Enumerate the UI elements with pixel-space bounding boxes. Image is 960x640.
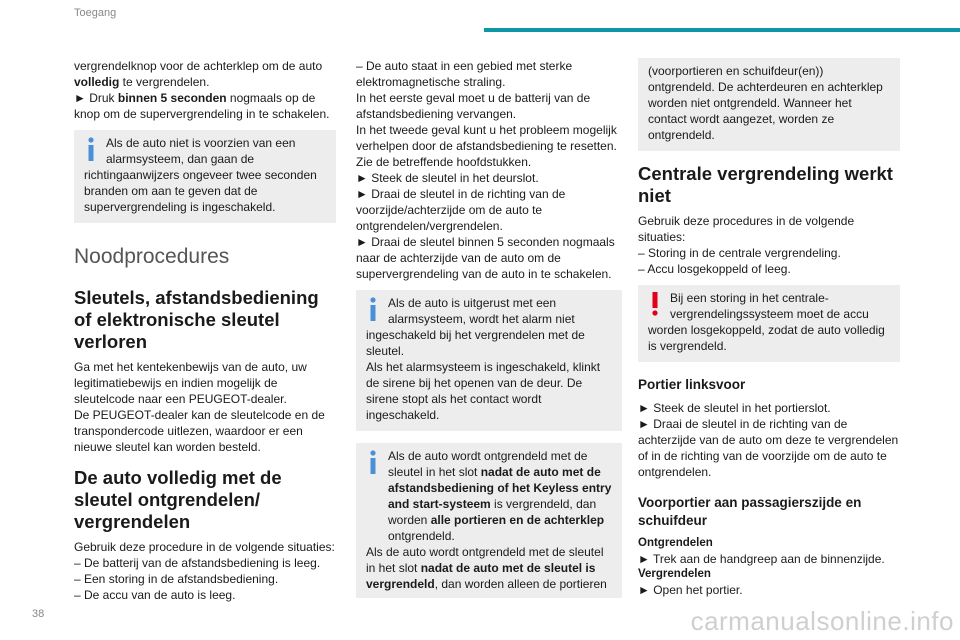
paragraph: ► Druk binnen 5 seconden nogmaals op de knop om de supervergrendeling in te schakelen. <box>74 91 330 121</box>
info-icon <box>84 136 98 162</box>
section-title: Noodprocedures <box>74 245 230 268</box>
watermark: carmanualsonline.info <box>690 606 954 636</box>
info-note: Als de auto wordt ontgrendeld met de sleutel in het slot nadat de auto met de afstandsbediening of het Keyless entry and start-systeem is vergrendeld, dan worden alle portieren en de achterklep ontgrendeld. Als de auto wordt ontgrendeld met de sleutel in het slot nadat de auto met de sleutel is vergrendeld, dan worden alleen de portieren <box>356 443 622 598</box>
warning-icon <box>648 291 662 317</box>
column-middle: – De auto staat in een gebied met sterke elektromagnetische straling. In het eerste geval moet u de batterij van de afstandsbediening vervangen. In het tweede geval kunt u het probleem mogelijk verhelpen door de afstandsbediening te resetten. Zie de betreffende hoofdstukken. ► Steek de sleutel in het deurslot. ► Draai de sleutel in de richting van de voorzijde/achterzijde om de auto te ontgrendelen/vergrendelen. ► Draai de sleutel binnen 5 seconden nogmaals naar de achterzijde van de auto om de supervergrendeling van de auto in te schakelen. Als de auto is uitgerust met een alarmsysteem, wordt het alarm niet ingeschakeld bij het vergrendelen met de sleutel. Als het alarmsysteem is ingeschakeld, klinkt de sirene bij het openen van de deur. De sirene stopt als het contact wordt ingeschakeld. Als de auto wordt ontgrendeld met de sleutel in het slot nadat de auto met de afstandsbediening of het Keyless entry and start-systeem is vergrendeld, dan worden alle portieren en de achterklep ontgrendeld. Als de auto wordt ontgrendeld met de sleutel in het slot nadat de auto met de sleutel is vergrendeld, dan worden alleen de portieren <box>356 58 622 610</box>
column-left: vergrendelknop voor de achterklep om de auto volledig te vergrendelen. ► Druk binnen 5 seconden nogmaals op de knop om de supervergrendeling in te schakelen. Als de auto niet is voorzien van een alarmsysteem, dan gaan de richtingaanwijzers ongeveer twee seconden branden om aan te geven dat de supervergrendeling is ingeschakeld. Noodprocedures Sleutels, afstandsbediening of elektronische sleutel verloren Ga met het kentekenbewijs van de auto, uw legitimatiebewijs en indien mogelijk de sleutelcode naar een PEUGEOT-dealer. De PEUGEOT-dealer kan de sleutelcode en de transpondercode uitlezen, waardoor er een nieuwe sleutel kan worden besteld. De auto volledig met de sleutel ontgrendelen/ vergrendelen Gebruik deze procedure in de volgende situaties: – De batterij van de afstandsbediening is leeg. – Een storing in de afstandsbediening. – De accu van de auto is leeg. <box>74 59 335 602</box>
heading-central-locking: Centrale vergrendeling werkt niet <box>638 163 893 206</box>
heading-unlock: Ontgrendelen <box>638 537 713 549</box>
warning-note: Bij een storing in het centrale-vergrendelingssysteem moet de accu worden losgekoppeld, zodat de auto volledig is vergrendeld. <box>638 285 900 362</box>
header-accent-bar <box>484 28 960 32</box>
column-right: (voorportieren en schuifdeur(en)) ontgrendeld. De achterdeuren en achterklep worden niet ontgrendeld. Wanneer het contact wordt aangezet, worden ze ontgrendeld. Centrale vergrendeling werkt niet Gebruik deze procedures in de volgende situaties: – Storing in de centrale vergrendeling. – Accu losgekoppeld of leeg. Bij een storing in het centrale-vergrendelingssysteem moet de accu worden losgekoppeld, zodat de auto volledig is vergrendeld. Portier linksvoor ► Steek de sleutel in het portierslot. ► Draai de sleutel in de richting van de achterzijde van de auto om deze te vergrendelen of in de richting van de voorzijde om de auto te ontgrendelen. Voorportier aan passagierszijde en schuifdeur Ontgrendelen ► Trek aan de handgreep aan de binnenzijde. Vergrendelen ► Open het portier. <box>638 58 900 598</box>
info-note: Als de auto niet is voorzien van een alarmsysteem, dan gaan de richtingaanwijzers ongeveer twee seconden branden om aan te geven dat de supervergrendeling is ingeschakeld. <box>74 130 336 223</box>
heading-lock: Vergrendelen <box>638 568 711 580</box>
heading-keys-lost: Sleutels, afstandsbediening of elektronische sleutel verloren <box>74 287 319 352</box>
header-title: Toegang <box>74 7 117 19</box>
heading-unlock-with-key: De auto volledig met de sleutel ontgrendelen/ vergrendelen <box>74 467 282 532</box>
paragraph: vergrendelknop voor de achterklep om de auto volledig te vergrendelen. <box>74 59 323 89</box>
info-note-continued: (voorportieren en schuifdeur(en)) ontgrendeld. De achterdeuren en achterklep worden niet ontgrendeld. Wanneer het contact wordt aangezet, worden ze ontgrendeld. <box>638 58 900 151</box>
info-icon <box>366 296 380 322</box>
heading-passenger-door: Voorportier aan passagierszijde en schuifdeur <box>638 495 862 528</box>
info-icon <box>366 449 380 475</box>
heading-front-left-door: Portier linksvoor <box>638 377 746 392</box>
info-note: Als de auto is uitgerust met een alarmsysteem, wordt het alarm niet ingeschakeld bij het vergrendelen met de sleutel. Als het alarmsysteem is ingeschakeld, klinkt de sirene bij het openen van de deur. De sirene stopt als het contact wordt ingeschakeld. <box>356 290 622 431</box>
page-number: 38 <box>32 608 45 620</box>
